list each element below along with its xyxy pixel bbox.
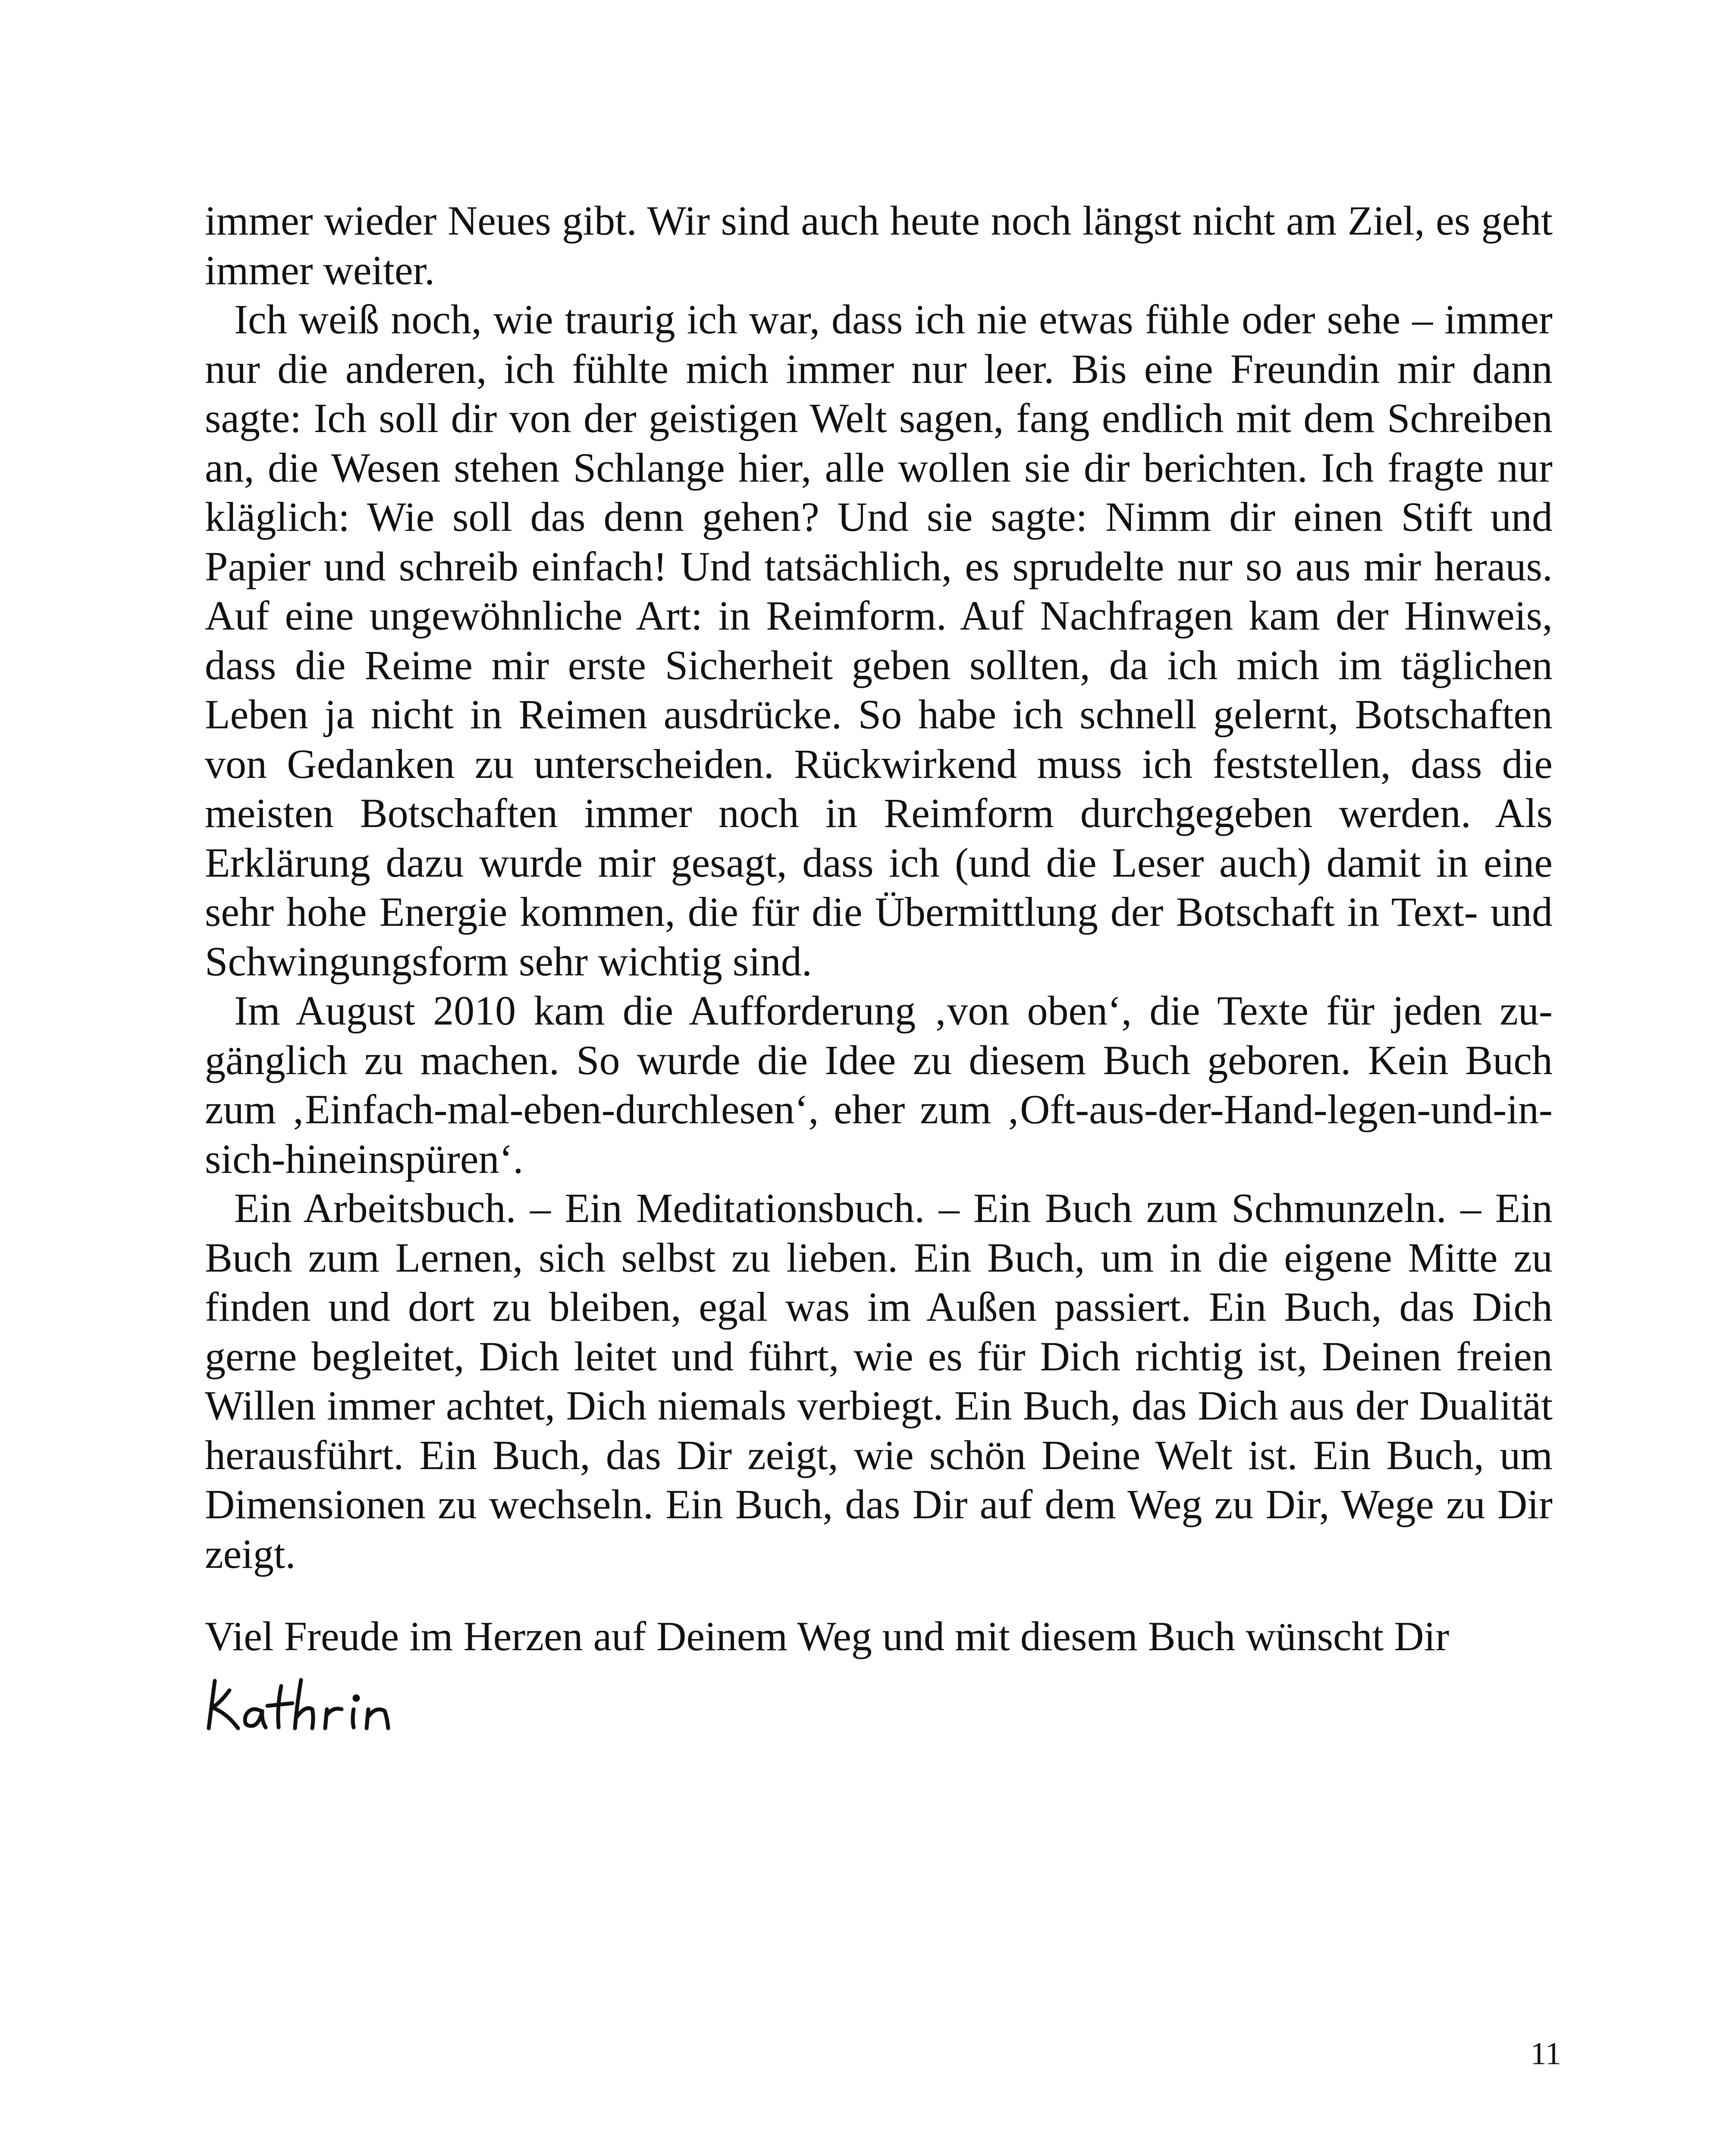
closing-line: Viel Freude im Herzen auf Deinem Weg und mit diesem Buch wünscht Dir xyxy=(205,1613,1450,1659)
paragraph-writing-origin: Ich weiß noch, wie traurig ich war, dass ich nie etwas fühle oder sehe – immer nur die anderen, ich fühlte mich immer nur leer. Bis eine Freundin mir dann sagte: Ich soll dir von der geistigen Welt sagen, fang endlich mit dem Schreiben an, die Wesen stehen Schlange hier, alle wollen sie dir berichten. Ich fragte nur kläglich: Wie soll das denn gehen? Und sie sagte: Nimm dir einen Stift und Papier und schreib einfach! Und tatsächlich, es sprudelte nur so aus mir heraus. Auf eine ungewöhnliche Art: in Reimform. Auf Nachfragen kam der Hinweis, dass die Reime mir erste Sicherheit geben sollten, da ich mich im täglichen Leben ja nicht in Reimen ausdrücke. So habe ich schnell gelernt, Botschaften von Gedanken zu unterscheiden. Rückwirkend muss ich feststellen, dass die meisten Botschaften immer noch in Reimform durchgegeben werden. Als Erklärung dazu wurde mir gesagt, dass ich (und die Leser auch) damit in eine sehr hohe Energie kommen, die für die Übermittlung der Botschaft in Text- und Schwingungsform sehr wichtig sind. xyxy=(205,296,1553,984)
page-number: 11 xyxy=(1530,2036,1561,2071)
paragraph-continuation: immer wieder Neues gibt. Wir sind auch heute noch längst nicht am Ziel, es geht immer weiter. xyxy=(205,197,1553,293)
handwritten-signature xyxy=(203,1664,444,1738)
body-text xyxy=(205,196,1553,1579)
paragraph-book-description: Ein Arbeitsbuch. – Ein Meditationsbuch. – Ein Buch zum Schmunzeln. – Ein Buch zum Lernen, sich selbst zu lieben. Ein Buch, um in die eigene Mitte zu finden und dort zu bleiben, egal was im Außen passiert. Ein Buch, das Dich gerne begleitet, Dich leitet und führt, wie es für Dich richtig ist, Deinen freien Willen immer achtet, Dich niemals verbiegt. Ein Buch, das Dich aus der Dualität herausführt. Ein Buch, das Dir zeigt, wie schön Deine Welt ist. Ein Buch, um Dimensionen zu wechseln. Ein Buch, das Dir auf dem Weg zu Dir, Wege zu Dir zeigt. xyxy=(205,1185,1553,1577)
paragraph-book-idea: Im August 2010 kam die Aufforderung ‚von oben‘, die Texte für jeden zugänglich zu machen. So wurde die Idee zu diesem Buch geboren. Kein Buch zum ‚Einfach-mal-eben-durchlesen‘, eher zum ‚Oft-aus-der-Hand-legen-und-in-sich-hineinspüren‘. xyxy=(205,987,1553,1182)
